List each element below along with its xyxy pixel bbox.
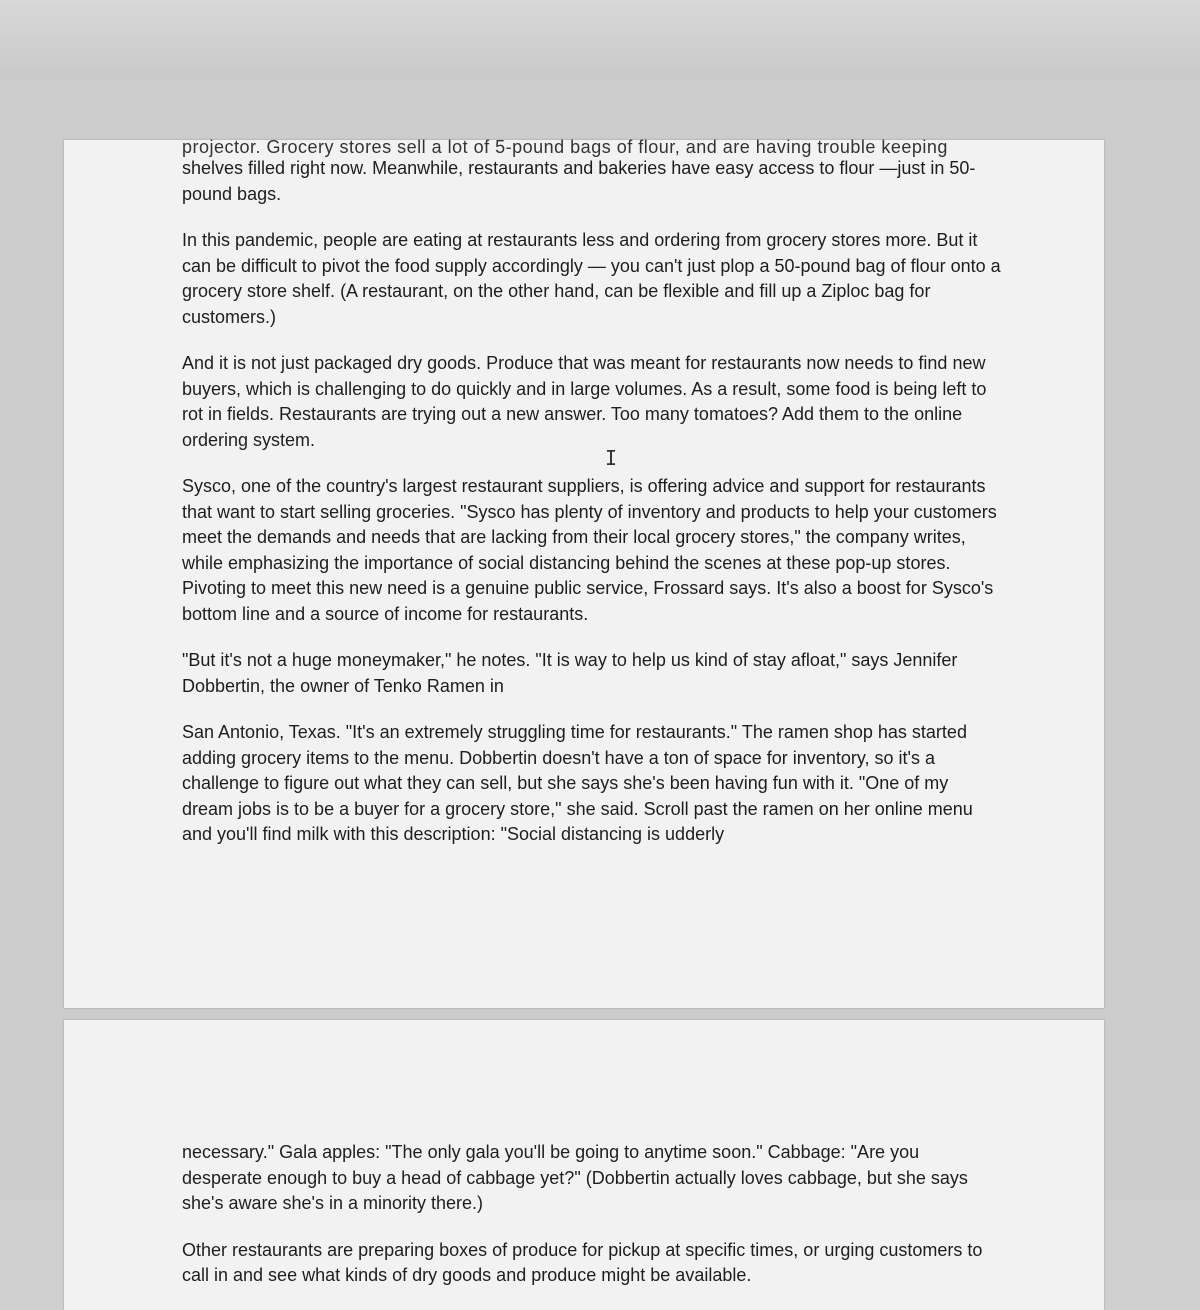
page-1-body[interactable] xyxy=(182,156,1002,869)
paragraph[interactable]: Other restaurants are preparing boxes of produce for pickup at specific times, or urging customers to call in and see what kinds of dry goods and produce might be available. xyxy=(182,1239,983,1285)
paragraph[interactable]: San Antonio, Texas. "It's an extremely struggling time for restaurants." The ramen shop has started adding grocery items to the menu. Dobbertin doesn't have a ton of space for inventory, so it's a challenge to figure out what they can sell, but she says she's been having fun with it. "One of my dream jobs is to be a buyer for a grocery store," she said. Scroll past the ramen on her online menu and you'll find milk with this description: "Social distancing is udderly xyxy=(182,722,973,844)
paragraph[interactable]: Sysco, one of the country's largest restaurant suppliers, is offering advice and support for restaurants that want to start selling groceries. "Sysco has plenty of inventory and products to help your customers meet the demands and needs that are lacking from their local grocery stores," the company writes, while emphasizing the importance of social distancing behind the scenes at these pop-up stores. Pivoting to meet this new need is a genuine public service, Frossard says. It's also a boost for Sysco's bottom line and a source of income for restaurants. xyxy=(182,476,997,624)
text-cursor-icon: I xyxy=(605,446,618,470)
paragraph[interactable]: shelves filled right now. Meanwhile, restaurants and bakeries have easy access to flour —just in 50-pound bags. xyxy=(182,158,976,204)
paragraph[interactable]: In this pandemic, people are eating at restaurants less and ordering from grocery stores more. But it can be difficult to pivot the food supply accordingly — you can't just plop a 50-pound bag of flour onto a grocery store shelf. (A restaurant, on the other hand, can be flexible and fill up a Ziploc bag for customers.) xyxy=(182,230,1001,327)
document-canvas[interactable] xyxy=(0,80,1200,1285)
paragraph[interactable]: necessary." Gala apples: "The only gala you'll be going to anytime soon." Cabbage: "Are you desperate enough to buy a head of cabbage yet?" (Dobbertin actually loves cabbage, but she says she's aware she's in a minority there.) xyxy=(182,1142,968,1213)
clipped-top-line-text: projector. Grocery stores sell a lot of 5-pound bags of flour, and are having trouble keeping xyxy=(182,137,948,157)
document-page-1[interactable] xyxy=(64,137,1104,1008)
window-top-bar xyxy=(0,0,1200,80)
document-page-2[interactable] xyxy=(64,1020,1104,1310)
paragraph[interactable]: And it is not just packaged dry goods. Produce that was meant for restaurants now needs to find new buyers, which is challenging to do quickly and in large volumes. As a result, some food is being left to rot in fields. Restaurants are trying out a new answer. Too many tomatoes? Add them to the online ordering system. xyxy=(182,353,987,450)
paragraph[interactable]: "But it's not a huge moneymaker," he notes. "It is way to help us kind of stay afloat," says Jennifer Dobbertin, the owner of Tenko Ramen in xyxy=(182,650,958,696)
page-2-body[interactable] xyxy=(182,1140,1002,1310)
